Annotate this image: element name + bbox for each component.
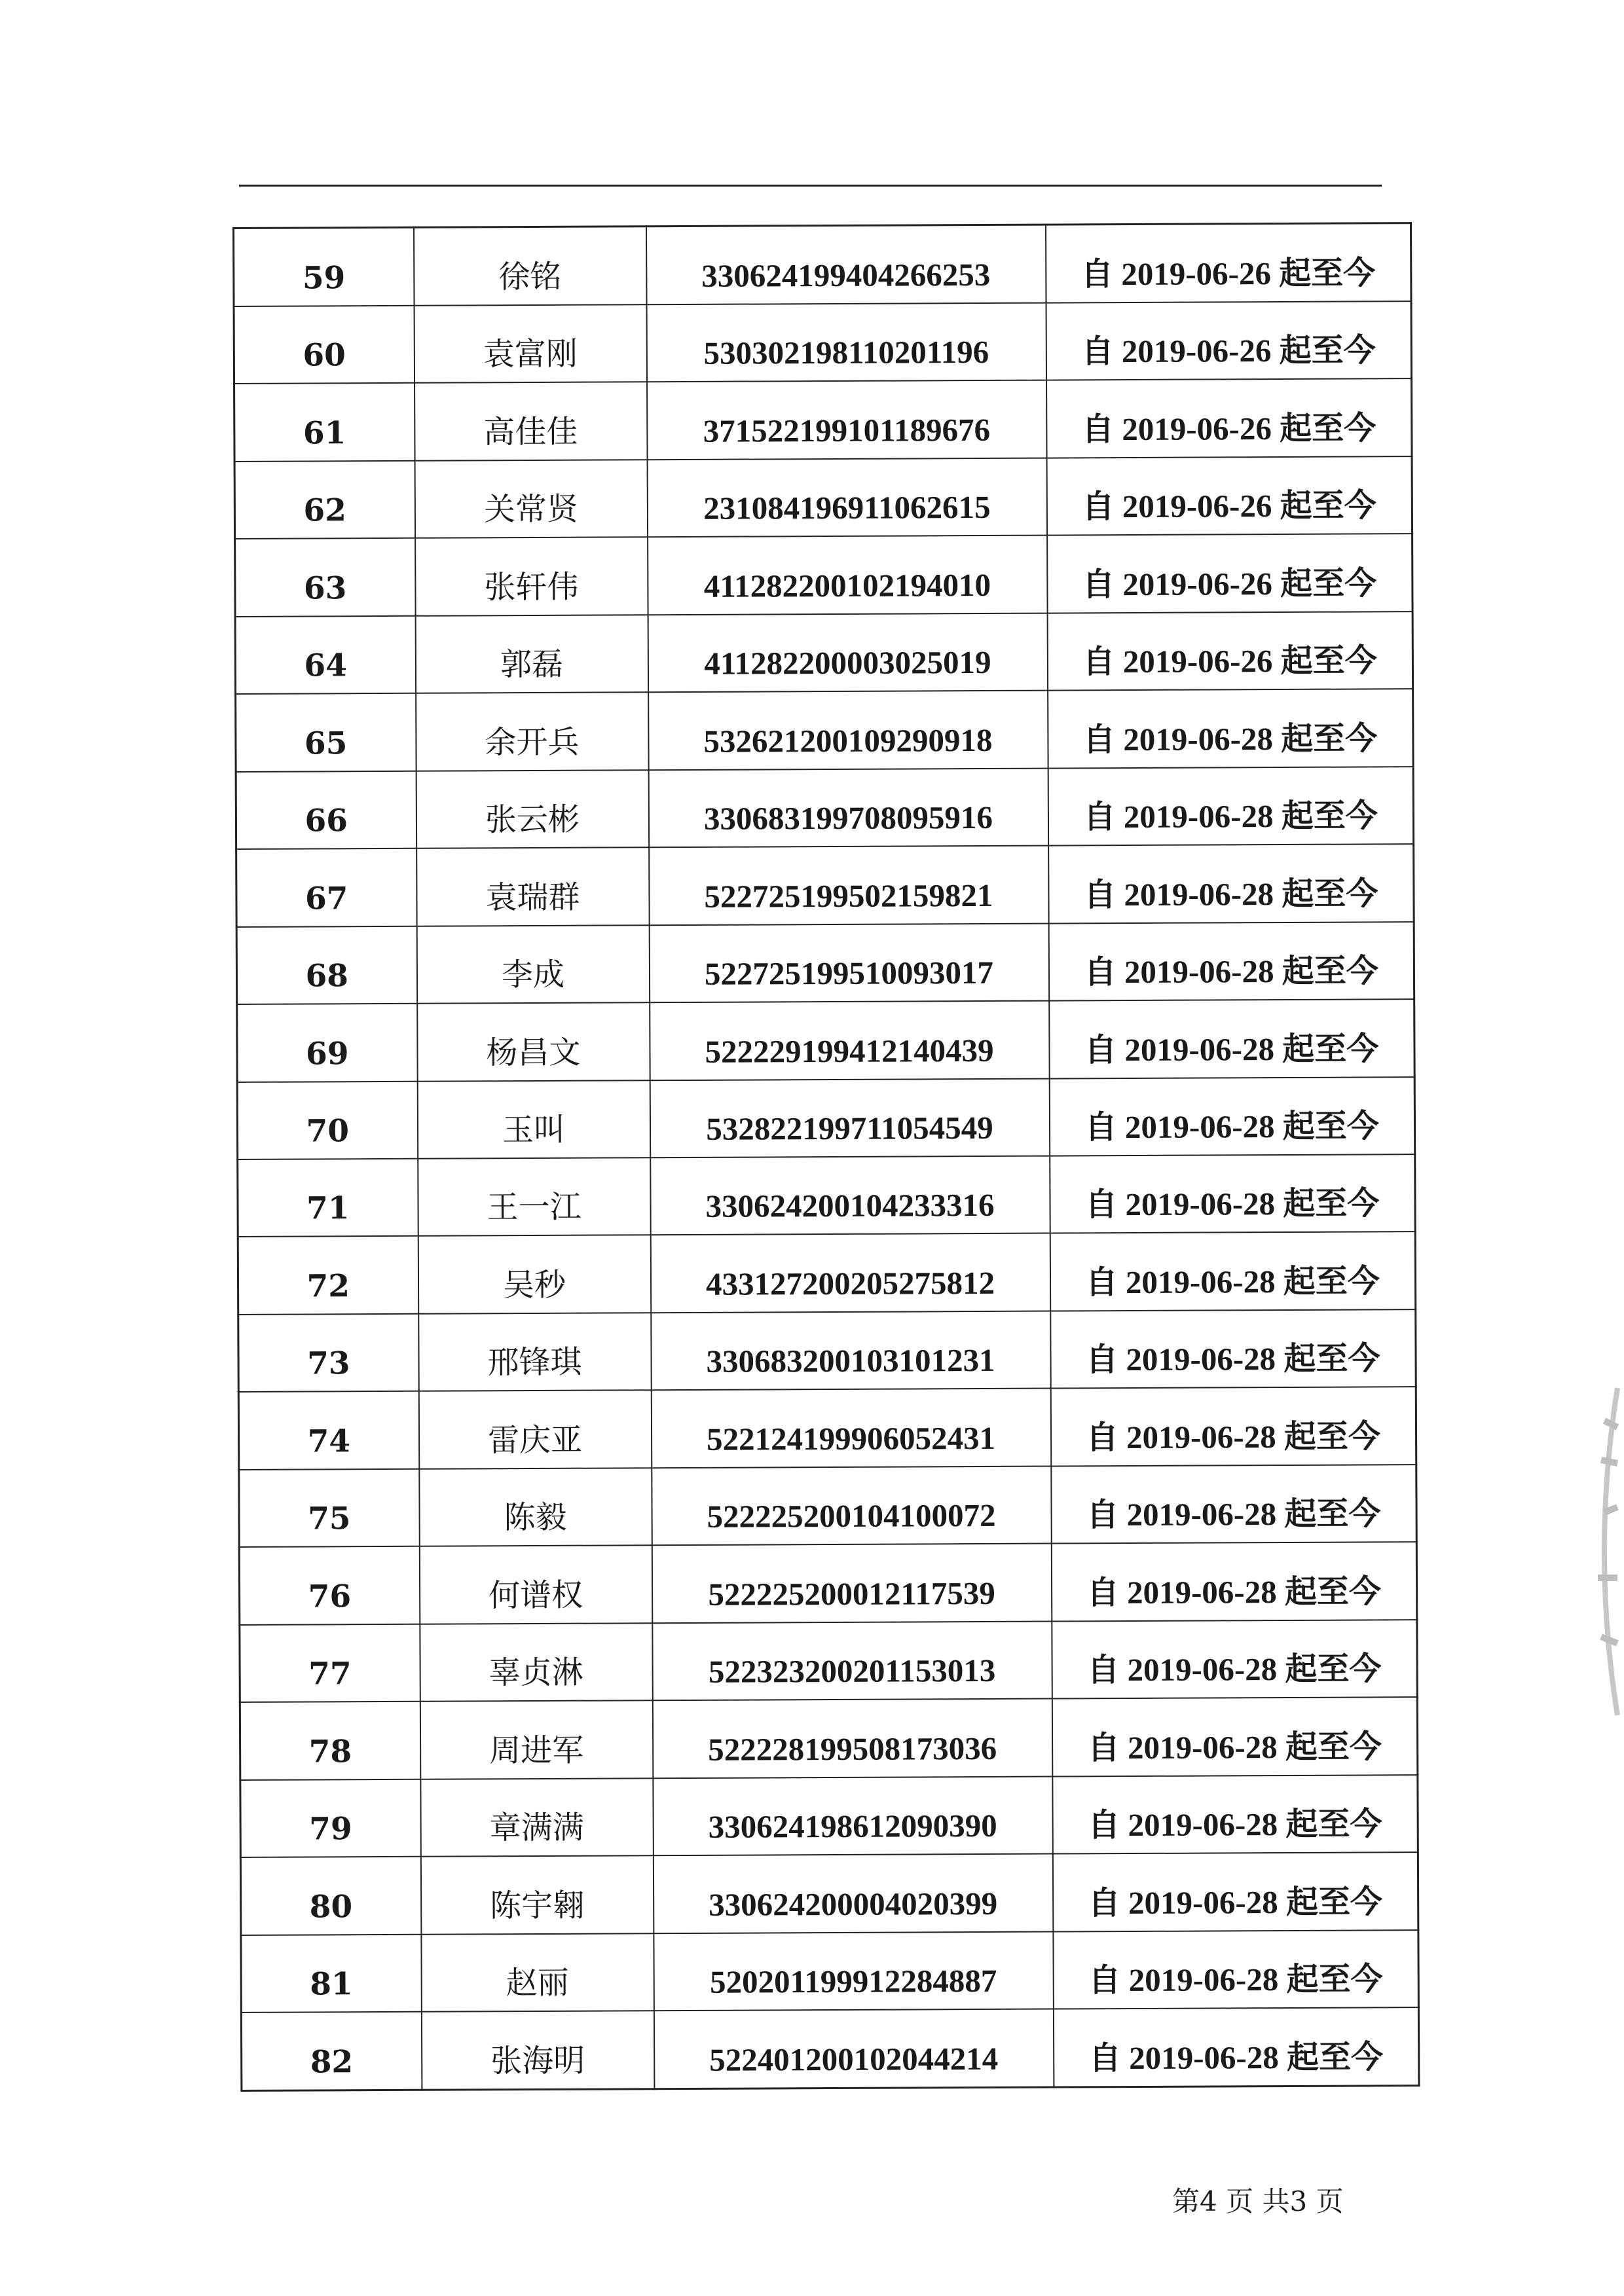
person-name: 吴秒 [418, 1235, 651, 1314]
row-number: 71 [238, 1159, 418, 1237]
person-name: 袁瑞群 [416, 847, 650, 926]
person-name: 张云彬 [416, 770, 649, 848]
table-row [238, 1309, 1416, 1392]
period-prefix: 自 [1088, 1884, 1120, 1922]
period-suffix: 起至今 [1283, 1339, 1380, 1378]
page-label-mid: 页 共 [1226, 2185, 1290, 2217]
row-number: 72 [238, 1236, 418, 1315]
period [1052, 1775, 1418, 1854]
partial-seal-stamp [1578, 1381, 1624, 1722]
table-row [237, 1077, 1414, 1159]
table-row [240, 1697, 1417, 1779]
row-number: 79 [240, 1779, 421, 1858]
period-suffix: 起至今 [1282, 952, 1378, 991]
period [1050, 1387, 1416, 1467]
id-number: 330624199404266253 [646, 225, 1046, 304]
period [1053, 1930, 1419, 2009]
table-row [236, 689, 1413, 771]
page-label-pre: 第 [1172, 2185, 1200, 2217]
id-number: 371522199101189676 [647, 380, 1047, 460]
page-footer [1172, 2180, 1344, 2219]
period-date: 2019-06-28 [1126, 1573, 1277, 1611]
page-current: 4 [1200, 2185, 1217, 2217]
period [1053, 2007, 1419, 2087]
row-number: 65 [236, 693, 416, 772]
period-suffix: 起至今 [1285, 1805, 1382, 1844]
row-number: 68 [236, 926, 417, 1004]
period-date: 2019-06-26 [1122, 643, 1273, 680]
table-row [240, 1620, 1417, 1702]
id-number: 522323200201153013 [652, 1621, 1052, 1700]
table-row [234, 378, 1412, 461]
period-suffix: 起至今 [1280, 642, 1377, 680]
id-number: 522225200104100072 [652, 1466, 1052, 1545]
period-suffix: 起至今 [1286, 1960, 1383, 1999]
period-date: 2019-06-26 [1121, 255, 1272, 292]
row-number: 74 [238, 1391, 419, 1470]
id-number: 330624198612090390 [653, 1776, 1053, 1855]
period [1051, 1542, 1417, 1621]
period [1045, 223, 1411, 303]
id-number: 522725199502159821 [649, 846, 1049, 925]
period [1048, 689, 1414, 768]
table-row [234, 223, 1412, 306]
id-number: 530302198110201196 [646, 302, 1046, 382]
id-number: 330683199708095916 [648, 768, 1048, 847]
period [1052, 1620, 1418, 1699]
person-name: 邢锋琪 [418, 1313, 652, 1391]
period-prefix: 自 [1084, 953, 1116, 991]
period-prefix: 自 [1086, 1418, 1118, 1457]
period-suffix: 起至今 [1280, 564, 1377, 602]
period [1046, 456, 1412, 536]
row-number: 61 [234, 383, 415, 462]
period-date: 2019-06-28 [1123, 720, 1274, 757]
period [1051, 1465, 1417, 1544]
roster-table-wrapper [232, 222, 1418, 2092]
table-row [239, 1465, 1416, 1547]
period-suffix: 起至今 [1279, 254, 1376, 292]
row-number: 76 [239, 1546, 420, 1625]
row-number: 70 [237, 1081, 418, 1159]
period-prefix: 自 [1086, 1496, 1119, 1534]
table-row [239, 1542, 1416, 1624]
row-number: 69 [237, 1004, 418, 1082]
row-number: 62 [234, 461, 415, 539]
period [1047, 611, 1413, 691]
period-date: 2019-06-26 [1122, 565, 1273, 602]
id-number: 522401200102044214 [654, 2009, 1054, 2089]
period-prefix: 自 [1081, 410, 1115, 448]
period [1047, 534, 1413, 613]
row-number: 66 [236, 771, 416, 849]
id-number: 330683200103101231 [651, 1311, 1051, 1390]
period-suffix: 起至今 [1284, 1495, 1381, 1533]
row-number: 80 [240, 1857, 421, 1935]
person-name: 章满满 [420, 1778, 654, 1857]
person-name: 辜贞淋 [420, 1623, 653, 1702]
period-suffix: 起至今 [1280, 409, 1376, 447]
row-number: 82 [241, 2012, 422, 2091]
period-prefix: 自 [1088, 2039, 1122, 2077]
period-date: 2019-06-28 [1124, 875, 1274, 913]
id-number: 532621200109290918 [648, 691, 1048, 770]
id-number: 520201199912284887 [654, 1931, 1054, 2011]
row-number: 63 [235, 538, 416, 617]
table-row [237, 999, 1414, 1082]
row-number: 73 [238, 1314, 419, 1393]
period-date: 2019-06-28 [1127, 1651, 1278, 1688]
table-row [241, 2007, 1419, 2090]
period-suffix: 起至今 [1282, 1029, 1379, 1068]
table-row [238, 1232, 1415, 1315]
roster-table [232, 222, 1420, 2092]
row-number: 64 [235, 615, 416, 694]
row-number: 60 [234, 306, 415, 384]
period [1050, 1232, 1416, 1311]
period-prefix: 自 [1085, 1186, 1118, 1224]
id-number: 330624200004020399 [653, 1854, 1053, 1933]
period-date: 2019-06-28 [1123, 798, 1274, 835]
period [1048, 922, 1414, 1001]
id-number: 411282200102194010 [648, 536, 1048, 615]
page-label-post: 页 [1316, 2185, 1344, 2217]
person-name: 玉叫 [417, 1080, 650, 1159]
id-number: 522229199412140439 [650, 1001, 1050, 1080]
period-date: 2019-06-28 [1124, 1108, 1275, 1146]
period [1052, 1852, 1418, 1931]
id-number: 522124199906052431 [651, 1389, 1051, 1468]
period-prefix: 自 [1085, 1264, 1118, 1302]
person-name: 赵丽 [421, 1933, 654, 2012]
period-prefix: 自 [1084, 1108, 1117, 1146]
person-name: 郭磊 [415, 615, 648, 693]
row-number: 59 [234, 227, 415, 306]
table-row [236, 922, 1414, 1004]
period-date: 2019-06-28 [1128, 1806, 1278, 1844]
period-suffix: 起至今 [1285, 1883, 1383, 1921]
period [1050, 1154, 1416, 1233]
period [1048, 844, 1414, 923]
person-name: 陈毅 [419, 1468, 652, 1546]
period-suffix: 起至今 [1281, 720, 1378, 757]
period-prefix: 自 [1083, 875, 1116, 913]
period-suffix: 起至今 [1281, 797, 1378, 835]
period-prefix: 自 [1087, 1651, 1120, 1689]
table-row [238, 1387, 1416, 1470]
row-number: 78 [240, 1702, 420, 1780]
period-date: 2019-06-26 [1122, 488, 1272, 525]
period-prefix: 自 [1082, 720, 1116, 758]
id-number: 522228199508173036 [652, 1699, 1052, 1778]
period-date: 2019-06-28 [1129, 2039, 1279, 2077]
period-prefix: 自 [1081, 333, 1114, 371]
row-number: 77 [240, 1624, 420, 1703]
header-rule [239, 185, 1382, 187]
table-row [236, 767, 1413, 849]
period-suffix: 起至今 [1282, 874, 1378, 913]
period-suffix: 起至今 [1285, 1728, 1382, 1766]
id-number: 411282200003025019 [648, 613, 1048, 692]
period-prefix: 自 [1088, 1961, 1121, 1999]
person-name: 关常贤 [415, 460, 648, 538]
period [1046, 378, 1412, 458]
period-prefix: 自 [1080, 255, 1114, 293]
person-name: 徐铭 [414, 227, 647, 306]
id-number: 330624200104233316 [650, 1156, 1050, 1235]
person-name: 高佳佳 [415, 382, 648, 461]
table-row [235, 611, 1412, 694]
period-date: 2019-06-28 [1125, 1186, 1276, 1223]
period [1049, 1077, 1415, 1156]
period-suffix: 起至今 [1285, 1650, 1382, 1688]
table-row [234, 301, 1411, 384]
period [1052, 1697, 1418, 1776]
period-date: 2019-06-26 [1122, 410, 1272, 447]
period-date: 2019-06-28 [1126, 1496, 1277, 1533]
person-name: 李成 [416, 925, 650, 1004]
table-row [236, 844, 1414, 926]
period-suffix: 起至今 [1282, 1107, 1379, 1145]
period-suffix: 起至今 [1286, 2038, 1384, 2077]
person-name: 张轩伟 [415, 537, 648, 615]
table-row [235, 534, 1412, 616]
period-date: 2019-06-28 [1126, 1418, 1276, 1455]
period-suffix: 起至今 [1280, 486, 1376, 525]
person-name: 雷庆亚 [418, 1391, 652, 1469]
period-prefix: 自 [1086, 1341, 1118, 1379]
period-date: 2019-06-28 [1128, 1884, 1278, 1921]
table-row [241, 1930, 1418, 2013]
id-number: 433127200205275812 [650, 1233, 1050, 1313]
period-date: 2019-06-28 [1124, 953, 1274, 991]
table-row [238, 1154, 1415, 1237]
row-number: 67 [236, 848, 417, 927]
period-prefix: 自 [1086, 1573, 1119, 1612]
period-prefix: 自 [1084, 1030, 1117, 1068]
period-date: 2019-06-28 [1125, 1263, 1276, 1300]
period-date: 2019-06-26 [1121, 333, 1272, 370]
period [1050, 1309, 1416, 1389]
row-number: 81 [241, 1934, 422, 2013]
roster-table-body [234, 223, 1419, 2091]
period [1046, 301, 1412, 380]
person-name: 杨昌文 [417, 1002, 650, 1081]
person-name: 陈宇翱 [420, 1855, 654, 1934]
period [1048, 767, 1414, 846]
person-name: 袁富刚 [414, 304, 647, 383]
id-number: 522225200012117539 [652, 1544, 1052, 1623]
period-prefix: 自 [1083, 798, 1116, 836]
table-row [234, 456, 1412, 539]
period-prefix: 自 [1087, 1728, 1120, 1767]
period [1049, 999, 1415, 1078]
period-suffix: 起至今 [1283, 1184, 1380, 1223]
person-name: 何谱权 [419, 1546, 652, 1624]
person-name: 余开兵 [416, 692, 649, 771]
page-total: 3 [1289, 2185, 1308, 2217]
period-date: 2019-06-28 [1127, 1728, 1278, 1766]
table-row [240, 1775, 1418, 1857]
row-number: 75 [239, 1469, 420, 1548]
period-prefix: 自 [1082, 643, 1115, 681]
period-prefix: 自 [1088, 1806, 1120, 1844]
period-prefix: 自 [1082, 565, 1115, 604]
period-date: 2019-06-28 [1124, 1030, 1275, 1068]
period-suffix: 起至今 [1284, 1573, 1382, 1611]
period-date: 2019-06-28 [1126, 1341, 1276, 1378]
period-suffix: 起至今 [1279, 331, 1376, 370]
period-suffix: 起至今 [1283, 1262, 1380, 1300]
period-prefix: 自 [1082, 488, 1115, 526]
person-name: 张海明 [421, 2011, 654, 2090]
period-suffix: 起至今 [1283, 1417, 1381, 1455]
id-number: 231084196911062615 [647, 458, 1047, 537]
id-number: 532822199711054549 [650, 1078, 1050, 1157]
person-name: 王一江 [418, 1157, 651, 1236]
person-name: 周进军 [420, 1700, 653, 1779]
id-number: 522725199510093017 [649, 923, 1049, 1002]
period-date: 2019-06-28 [1128, 1961, 1279, 1999]
table-row [240, 1852, 1418, 1935]
